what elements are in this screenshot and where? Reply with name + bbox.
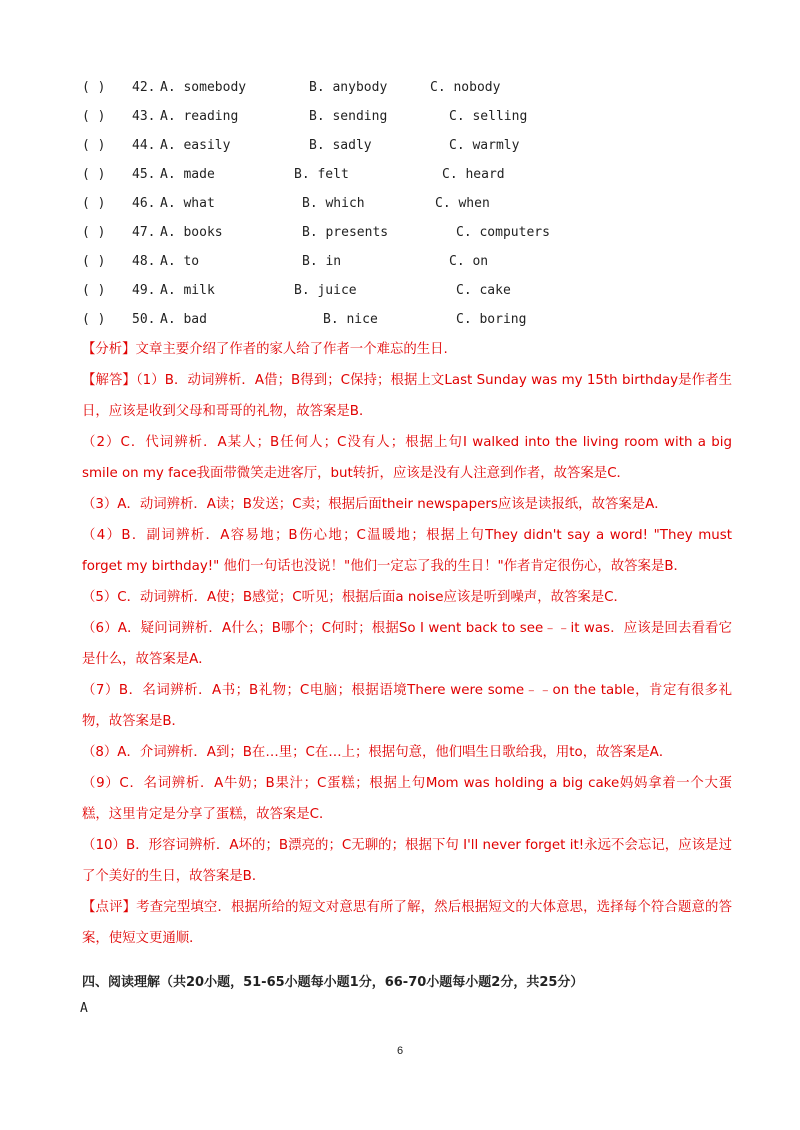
option-b: B. anybody (309, 80, 388, 95)
option-b: B. in (302, 254, 342, 269)
answer-explanation: （4）B．副词辨析．A容易地；B伤心地；C温暖地；根据上句They didn't say a word! "They must forget my birthday!" 他们一句话也没说！"他们一定忘了我的生日！"作者肯定很伤心，故答案是B． (82, 528, 732, 574)
question-row-43 (82, 107, 742, 127)
option-a: A. milk (160, 283, 215, 298)
question-row-49 (82, 281, 742, 301)
option-c: C. when (435, 196, 490, 211)
answer-explanation: （5）C．动词辨析．A使；B感觉；C听见；根据后面a noise应该是听到噪声，故答案是C． (82, 590, 627, 605)
option-b: B. juice (294, 283, 357, 298)
option-b: B. sadly (309, 138, 372, 153)
option-c: C. on (449, 254, 489, 269)
answer-bracket: ( ) (82, 196, 106, 211)
question-number: 50. (132, 312, 156, 327)
option-a: A. what (160, 196, 215, 211)
question-number: 44. (132, 138, 156, 153)
answer-bracket: ( ) (82, 312, 106, 327)
answer-explanation: （9）C．名词辨析．A牛奶；B果汁；C蛋糕；根据上句Mom was holding a big cake妈妈拿着一个大蛋糕，这里肯定是分享了蛋糕，故答案是C． (82, 776, 732, 822)
option-a: A. somebody (160, 80, 247, 95)
option-c: C. cake (456, 283, 511, 298)
option-b: B. presents (302, 225, 389, 240)
option-a: A. to (160, 254, 200, 269)
option-c: C. selling (449, 109, 528, 124)
answer-explanation: 【解答】（1）B．动词辨析．A借；B得到；C保持；根据上文Last Sunday was my 15th birthday是作者生日，应该是收到父母和哥哥的礼物，故答案是B． (82, 373, 732, 419)
option-b: B. which (302, 196, 365, 211)
question-number: 46. (132, 196, 156, 211)
analysis-summary: 【分析】文章主要介绍了作者的家人给了作者一个难忘的生日. (82, 342, 448, 357)
question-row-42 (82, 78, 742, 98)
option-b: B. nice (323, 312, 378, 327)
comment: 【点评】考查完型填空．根据所给的短文对意思有所了解，然后根据短文的大体意思，选择每个符合题意的答案，使短文更通顺． (82, 900, 732, 946)
question-number: 47. (132, 225, 156, 240)
passage-label: A (80, 1001, 88, 1016)
option-c: C. computers (456, 225, 550, 240)
answer-bracket: ( ) (82, 138, 106, 153)
option-a: A. bad (160, 312, 207, 327)
option-c: C. boring (456, 312, 527, 327)
option-b: B. felt (294, 167, 349, 182)
answer-bracket: ( ) (82, 225, 106, 240)
question-number: 45. (132, 167, 156, 182)
answer-bracket: ( ) (82, 283, 106, 298)
option-a: A. books (160, 225, 223, 240)
option-c: C. nobody (430, 80, 501, 95)
option-c: C. heard (442, 167, 505, 182)
answer-explanation: （3）A．动词辨析．A读；B发送；C卖；根据后面their newspapers应该是读报纸，故答案是A． (82, 497, 668, 512)
question-number: 43. (132, 109, 156, 124)
answer-explanation: （8）A．介词辨析．A到；B在…里；C在…上；根据句意，他们唱生日歌给我，用to，故答案是A． (82, 745, 673, 760)
question-number: 48. (132, 254, 156, 269)
answer-explanation: （2）C．代词辨析．A某人；B任何人；C没有人；根据上句I walked into the living room with a big smile on my face我面带微笑走进客厅，but转折，应该是没有人注意到作者，故答案是C． (82, 435, 732, 481)
option-c: C. warmly (449, 138, 520, 153)
answer-bracket: ( ) (82, 167, 106, 182)
answer-bracket: ( ) (82, 254, 106, 269)
option-a: A. easily (160, 138, 231, 153)
analysis-block (82, 334, 732, 954)
question-number: 42. (132, 80, 156, 95)
answer-explanation: （7）B．名词辨析．A书；B礼物；C电脑；根据语境There were some﹣﹣on the table，肯定有很多礼物，故答案是B． (82, 683, 732, 729)
option-a: A. reading (160, 109, 239, 124)
section-heading: 四、阅读理解（共20小题，51-65小题每小题1分，66-70小题每小题2分，共25分） (82, 975, 584, 990)
option-a: A. made (160, 167, 215, 182)
answer-bracket: ( ) (82, 109, 106, 124)
question-row-48 (82, 252, 742, 272)
question-row-45 (82, 165, 742, 185)
question-row-47 (82, 223, 742, 243)
question-row-46 (82, 194, 742, 214)
question-row-50 (82, 310, 742, 330)
answer-bracket: ( ) (82, 80, 106, 95)
answer-explanation: （6）A．疑问词辨析．A什么；B哪个；C何时；根据So I went back to see﹣﹣it was．应该是回去看看它是什么，故答案是A． (82, 621, 732, 667)
page-number: 6 (396, 1045, 404, 1057)
question-number: 49. (132, 283, 156, 298)
question-row-44 (82, 136, 742, 156)
option-b: B. sending (309, 109, 388, 124)
answer-explanation: （10）B．形容词辨析．A坏的；B漂亮的；C无聊的；根据下句 I'll never forget it!永远不会忘记，应该是过了个美好的生日，故答案是B． (82, 838, 732, 884)
